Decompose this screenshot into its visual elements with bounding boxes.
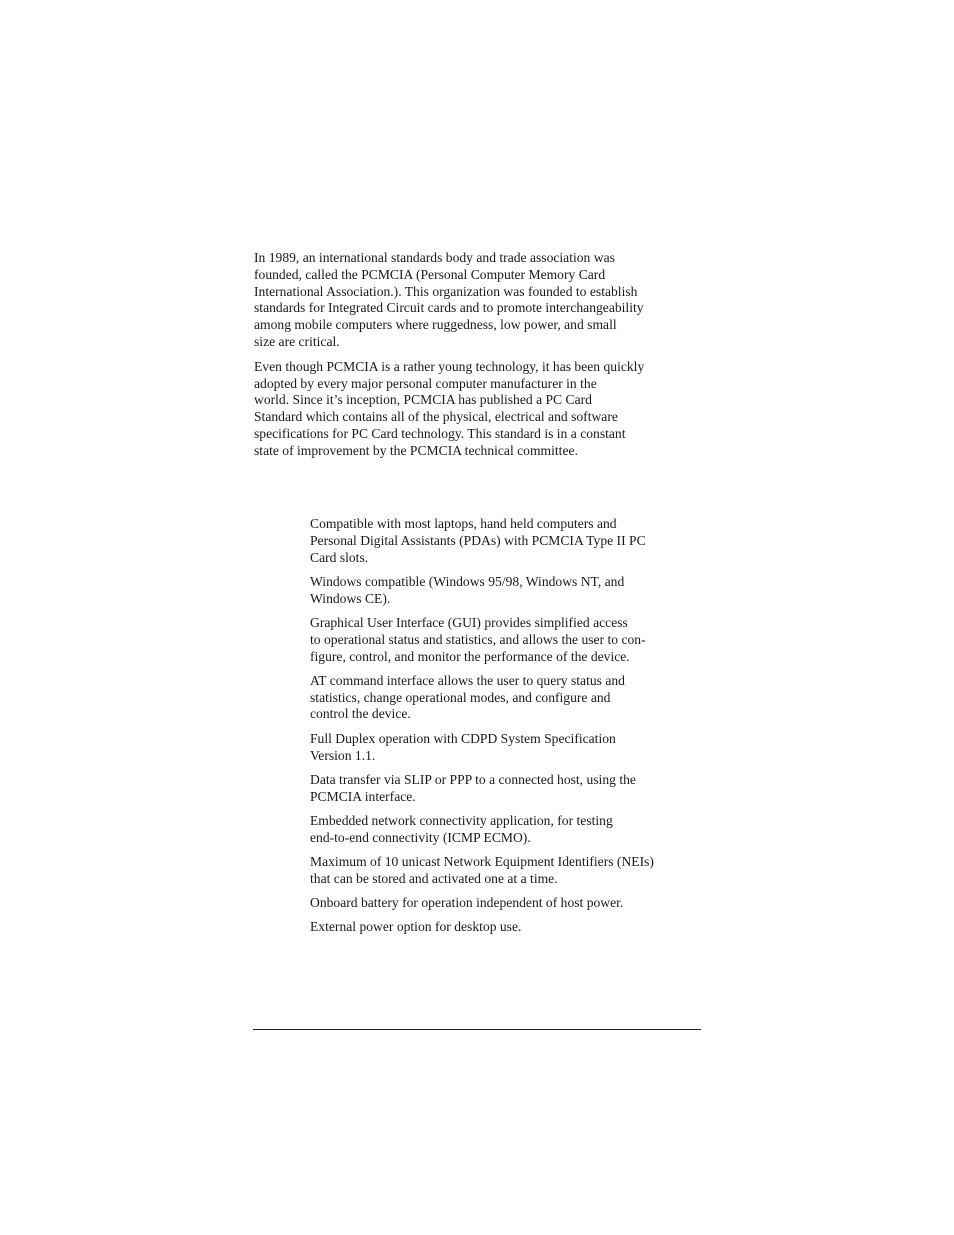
intro-section xyxy=(254,250,706,468)
text-line: External power option for desktop use. xyxy=(310,919,522,935)
text-line: PCMCIA interface. xyxy=(310,788,416,804)
text-line: size are critical. xyxy=(254,333,340,349)
feature-item-battery xyxy=(310,895,710,912)
text-line: Compatible with most laptops, hand held computers and xyxy=(310,516,617,531)
text-line: founded, called the PCMCIA (Personal Computer Memory Card xyxy=(254,266,606,282)
feature-item-full-duplex xyxy=(310,731,710,765)
text-line: Windows compatible (Windows 95/98, Windows NT, and xyxy=(310,573,625,589)
text-line: to operational status and statistics, and allows the user to con- xyxy=(310,631,646,647)
text-line: Embedded network connectivity application, for testing xyxy=(310,812,613,828)
text-line: specifications for PC Card technology. This standard is in a constant xyxy=(254,425,626,441)
text-line: among mobile computers where ruggedness, low power, and small xyxy=(254,317,617,333)
text-line: Personal Digital Assistants (PDAs) with PCMCIA Type II PC xyxy=(310,532,646,548)
text-line: Even though PCMCIA is a rather young technology, it has been quickly xyxy=(254,358,645,374)
text-line: Onboard battery for operation independent of host power. xyxy=(310,895,624,911)
text-line: Full Duplex operation with CDPD System Specification xyxy=(310,730,616,746)
text-line: Standard which contains all of the physical, electrical and software xyxy=(254,409,618,425)
text-line: AT command interface allows the user to query status and xyxy=(310,672,625,688)
text-line: Data transfer via SLIP or PPP to a connected host, using the xyxy=(310,771,636,787)
text-line: adopted by every major personal computer manufacturer in the xyxy=(254,375,597,391)
text-line: statistics, change operational modes, and configure and xyxy=(310,689,611,705)
feature-item-network-connectivity xyxy=(310,813,710,847)
feature-item-at-command xyxy=(310,673,710,723)
text-line: state of improvement by the PCMCIA technical committee. xyxy=(254,442,578,458)
footer-divider xyxy=(253,1029,701,1030)
text-line: control the device. xyxy=(310,706,411,722)
text-line: standards for Integrated Circuit cards and to promote interchangeability xyxy=(254,300,644,316)
feature-item-compatibility xyxy=(310,516,710,566)
text-line: Maximum of 10 unicast Network Equipment Identifiers (NEIs) xyxy=(310,854,654,870)
text-line: Graphical User Interface (GUI) provides simplified access xyxy=(310,614,628,630)
feature-item-data-transfer xyxy=(310,772,710,806)
feature-item-external-power xyxy=(310,919,710,936)
feature-list xyxy=(310,516,710,944)
text-line: Card slots. xyxy=(310,549,369,565)
text-line: In 1989, an international standards body and trade association was xyxy=(254,250,615,265)
feature-item-gui xyxy=(310,615,710,665)
text-line: Windows CE). xyxy=(310,590,391,606)
text-line: that can be stored and activated one at a time. xyxy=(310,870,558,886)
text-line: Version 1.1. xyxy=(310,747,376,763)
text-line: end-to-end connectivity (ICMP ECMO). xyxy=(310,829,531,845)
feature-item-windows xyxy=(310,574,710,608)
text-line: world. Since it’s inception, PCMCIA has published a PC Card xyxy=(254,392,592,408)
feature-item-nei xyxy=(310,854,710,888)
text-line: International Association.). This organization was founded to establish xyxy=(254,283,638,299)
text-line: figure, control, and monitor the performance of the device. xyxy=(310,648,630,664)
intro-paragraph-pcmcia-history xyxy=(254,250,706,351)
intro-paragraph-pc-card-standard xyxy=(254,359,706,460)
